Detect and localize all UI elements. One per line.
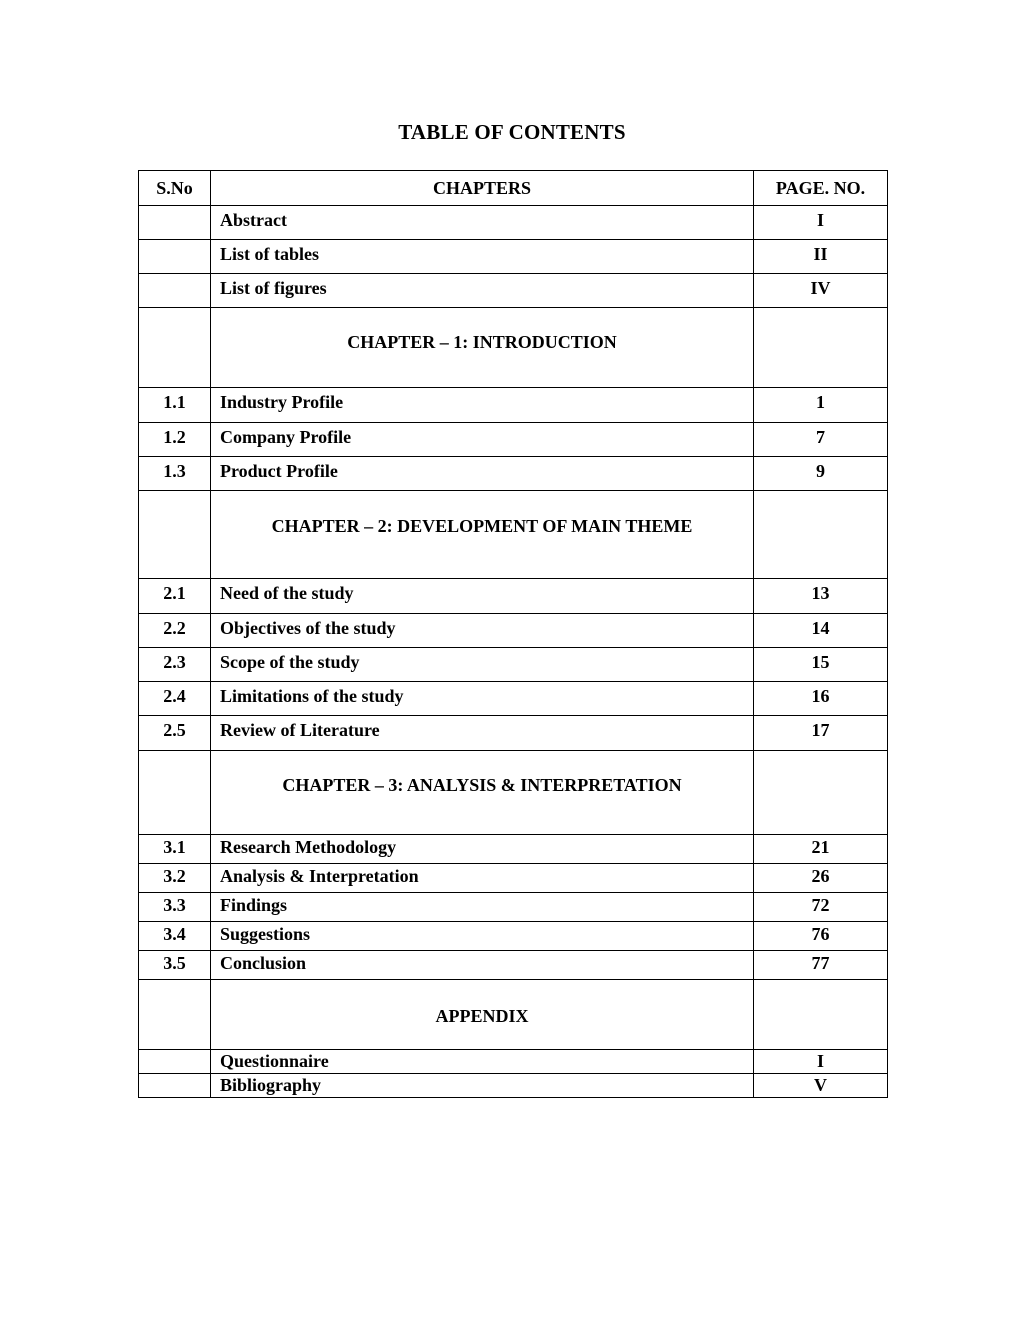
row-page: 7 [754, 423, 888, 457]
row-sno [139, 1050, 211, 1074]
row-title: Findings [211, 893, 754, 922]
table-row [139, 614, 888, 648]
row-title: Need of the study [211, 579, 754, 614]
row-title: List of tables [211, 240, 754, 274]
table-header-row [139, 171, 888, 206]
chapter-heading-page-cell [754, 751, 888, 835]
row-title: Abstract [211, 206, 754, 240]
row-page: 1 [754, 388, 888, 423]
header-sno: S.No [139, 171, 211, 206]
table-row [139, 240, 888, 274]
row-page: I [754, 1050, 888, 1074]
table-row [139, 864, 888, 893]
row-page: 13 [754, 579, 888, 614]
table-row [139, 835, 888, 864]
row-page: I [754, 206, 888, 240]
table-row [139, 922, 888, 951]
table-row [139, 1050, 888, 1074]
row-sno: 2.1 [139, 579, 211, 614]
row-title: Bibliography [211, 1074, 754, 1098]
table-row [139, 1074, 888, 1098]
row-title: Product Profile [211, 457, 754, 491]
table-row [139, 206, 888, 240]
table-row [139, 457, 888, 491]
header-chapters: CHAPTERS [211, 171, 754, 206]
chapter-heading-page-cell [754, 308, 888, 388]
row-title: Analysis & Interpretation [211, 864, 754, 893]
row-title: Suggestions [211, 922, 754, 951]
row-sno: 3.1 [139, 835, 211, 864]
row-title: Review of Literature [211, 716, 754, 751]
row-sno: 1.2 [139, 423, 211, 457]
chapter-heading-row [139, 491, 888, 579]
chapter-heading-sno-cell [139, 491, 211, 579]
row-sno: 1.3 [139, 457, 211, 491]
row-sno: 2.3 [139, 648, 211, 682]
row-page: 15 [754, 648, 888, 682]
row-page: IV [754, 274, 888, 308]
row-title: Questionnaire [211, 1050, 754, 1074]
chapter-heading-row [139, 751, 888, 835]
row-sno: 3.3 [139, 893, 211, 922]
appendix-heading: APPENDIX [211, 980, 754, 1050]
chapter-heading-page-cell [754, 980, 888, 1050]
chapter-heading-page-cell [754, 491, 888, 579]
page-title: TABLE OF CONTENTS [398, 120, 626, 144]
header-page-no: PAGE. NO. [754, 171, 888, 206]
row-sno [139, 1074, 211, 1098]
table-row [139, 716, 888, 751]
row-sno [139, 274, 211, 308]
chapter-heading-sno-cell [139, 308, 211, 388]
table-row [139, 951, 888, 980]
row-sno: 2.2 [139, 614, 211, 648]
chapter-1-heading: CHAPTER – 1: INTRODUCTION [211, 308, 754, 388]
row-title: Research Methodology [211, 835, 754, 864]
row-sno: 3.5 [139, 951, 211, 980]
table-row [139, 579, 888, 614]
row-page: 76 [754, 922, 888, 951]
table-row [139, 388, 888, 423]
row-sno [139, 206, 211, 240]
row-title: Conclusion [211, 951, 754, 980]
chapter-3-heading: CHAPTER – 3: ANALYSIS & INTERPRETATION [211, 751, 754, 835]
row-page: 14 [754, 614, 888, 648]
row-sno: 2.5 [139, 716, 211, 751]
row-title: Limitations of the study [211, 682, 754, 716]
table-row [139, 274, 888, 308]
table-row [139, 648, 888, 682]
row-page: 9 [754, 457, 888, 491]
row-sno: 1.1 [139, 388, 211, 423]
chapter-heading-sno-cell [139, 751, 211, 835]
row-page: V [754, 1074, 888, 1098]
row-page: 21 [754, 835, 888, 864]
table-row [139, 682, 888, 716]
row-page: 26 [754, 864, 888, 893]
table-row [139, 893, 888, 922]
row-sno: 3.4 [139, 922, 211, 951]
chapter-heading-row [139, 308, 888, 388]
chapter-heading-row [139, 980, 888, 1050]
chapter-heading-sno-cell [139, 980, 211, 1050]
chapter-2-heading: CHAPTER – 2: DEVELOPMENT OF MAIN THEME [211, 491, 754, 579]
row-page: 72 [754, 893, 888, 922]
row-title: List of figures [211, 274, 754, 308]
row-title: Objectives of the study [211, 614, 754, 648]
toc-table [138, 170, 888, 1098]
row-page: II [754, 240, 888, 274]
row-title: Industry Profile [211, 388, 754, 423]
row-page: 77 [754, 951, 888, 980]
row-title: Scope of the study [211, 648, 754, 682]
row-title: Company Profile [211, 423, 754, 457]
row-page: 17 [754, 716, 888, 751]
row-sno: 3.2 [139, 864, 211, 893]
row-page: 16 [754, 682, 888, 716]
table-row [139, 423, 888, 457]
row-sno [139, 240, 211, 274]
row-sno: 2.4 [139, 682, 211, 716]
